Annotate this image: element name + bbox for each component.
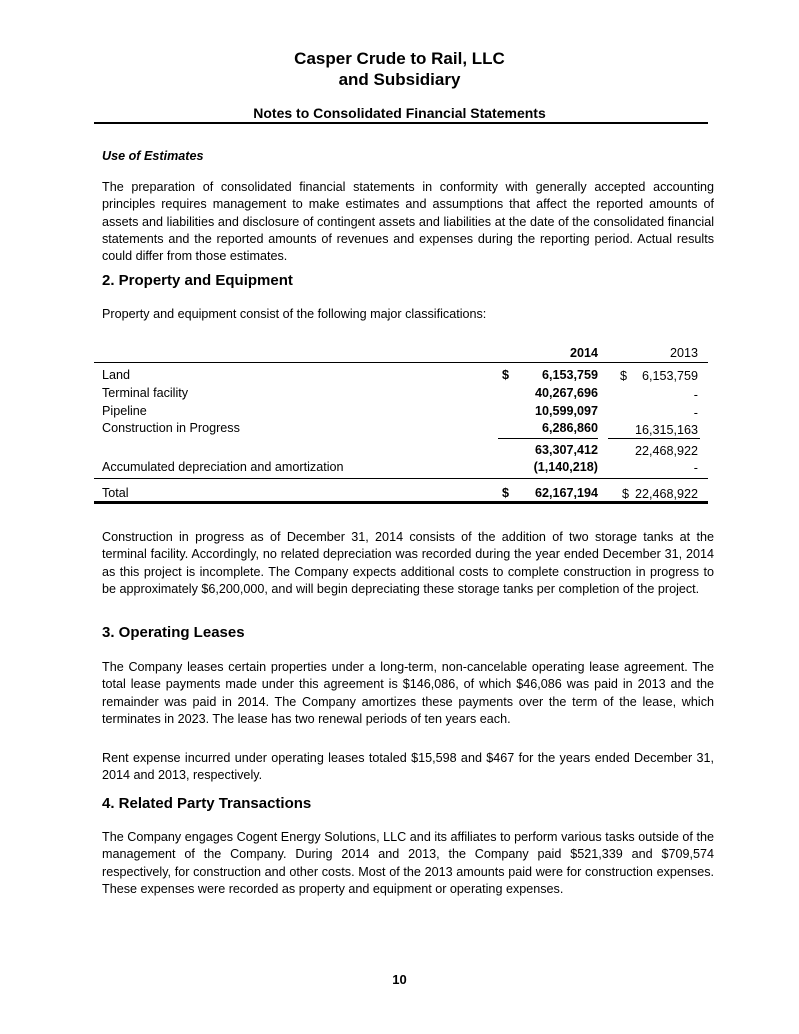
total-rule-top xyxy=(94,478,708,479)
operating-leases-heading: 3. Operating Leases xyxy=(102,624,245,641)
page-number: 10 xyxy=(392,972,407,987)
company-name-line2: and Subsidiary xyxy=(338,70,461,89)
column-header-2013: 2013 xyxy=(669,346,698,360)
property-equipment-heading: 2. Property and Equipment xyxy=(102,272,293,289)
construction-note: Construction in progress as of December 31, 2014 consists of the addition of two storage tanks at the terminal facility. Accordingly, no related depreciation was recorded during the year ended December 31, 2014 as this project is incomplete. The Company expects additional costs to complete construction in progress to be approximately $6,200,000, and will begin depreciating these storage tanks per completion of the project. xyxy=(102,530,714,596)
document-page: Casper Crude to Rail, LLC and Subsidiary Notes to Consolidated Financial Statements Use of Estimates The preparation of consolidated financial statements in conformity with generally accepted accounting principles requires management to make estimates and assumptions that affect the reported amounts of assets and liabilities and disclosure of contingent assets and liabilities at the date of the consolidated financial statements and the reported amounts of revenues and expenses during the reporting period. Actual results could differ from those estimates. 2. Property and Equipment Property and equipment consist of the following major classifications: 2014 2013 Land $ 6,153,759 $ 6,153,759 Terminal facility 40,267,696 - Pipeline 10,599,097 - Construction in Progress 6,286,860 16,315,163 63,307,412 22,468,922 Accumulated depreciation and amortization (1,140,218) - Total $ 62,167,194 $ 22,468,922 Construction in progress as of December 31, 2014 consists of the addition of two storage tanks at the terminal facility. Accordingly, no related depreciation was recorded during the year ended December 31, 2014 as this project is incomplete. The Company expects additional costs to complete construction in progress to be approximately $6,200,000, and will begin depreciating these storage tanks per completion of the project. 3. Operating Leases The Company leases certain properties under a long-term, non-cancelable operating lease agreement. The total lease payments made under this agreement is $146,086, of which $46,086 was paid in 2013 and the remainder was paid in 2014. The Company amortizes these payments over the term of the lease, which terminates in 2023. The lease has two renewal periods of ten years each. Rent expense incurred under operating leases totaled $15,598 and $467 for the years ended December 31, 2014 and 2013, respectively. 4. Related Party Transactions The Company engages Cogent Energy Solutions, LLC and its affiliates to perform various tasks outside of the management of the Company. During 2014 and 2013, the Company paid $521,339 and $709,574 respectively, for construction and other costs. Most of the 2013 amounts paid were for construction expenses. These expenses were recorded as property and equipment or operating expenses. 10 xyxy=(0,0,799,1034)
total-rule-bottom xyxy=(94,501,708,504)
use-of-estimates-body: The preparation of consolidated financial statements in conformity with generally accepted accounting principles requires management to make estimates and assumptions that affect the reported amounts of assets and liabilities and disclosure of contingent assets and liabilities at the date of the consolidated financial statements and the reported amounts of revenues and expenses during the reporting period. Actual results could differ from those estimates. xyxy=(102,180,714,264)
subtotal-rule-2014 xyxy=(498,438,598,439)
dollar-sign: $ xyxy=(502,486,510,500)
document-title: Notes to Consolidated Financial Statements xyxy=(253,105,546,121)
header-rule xyxy=(94,122,708,124)
column-header-2014: 2014 xyxy=(569,346,598,360)
dollar-sign: $ xyxy=(502,368,510,382)
subtotal-rule-2013 xyxy=(608,438,700,439)
related-party-body: The Company engages Cogent Energy Solutions, LLC and its affiliates to perform various tasks outside of the management of the Company. During 2014 and 2013, the Company paid $521,339 and $709,574 respectively, for construction and other costs. Most of the 2013 amounts paid were for construction expenses. These expenses were recorded as property and equipment or operating expenses. xyxy=(102,830,714,896)
use-of-estimates-heading: Use of Estimates xyxy=(102,149,204,163)
dollar-sign: $ xyxy=(620,369,628,383)
operating-leases-paragraph-2: Rent expense incurred under operating leases totaled $15,598 and $467 for the years ended December 31, 2014 and 2013, respectively. xyxy=(102,751,714,783)
company-name-line1: Casper Crude to Rail, LLC xyxy=(294,49,505,68)
operating-leases-paragraph-1: The Company leases certain properties under a long-term, non-cancelable operating lease agreement. The total lease payments made under this agreement is $146,086, of which $46,086 was paid in 2013 and the remainder was paid in 2014. The Company amortizes these payments over the term of the lease, which terminates in 2023. The lease has two renewal periods of ten years each. xyxy=(102,660,714,726)
property-equipment-intro: Property and equipment consist of the following major classifications: xyxy=(102,307,487,321)
dollar-sign: $ xyxy=(622,487,630,501)
related-party-heading: 4. Related Party Transactions xyxy=(102,795,312,812)
table-header-rule xyxy=(94,362,708,363)
